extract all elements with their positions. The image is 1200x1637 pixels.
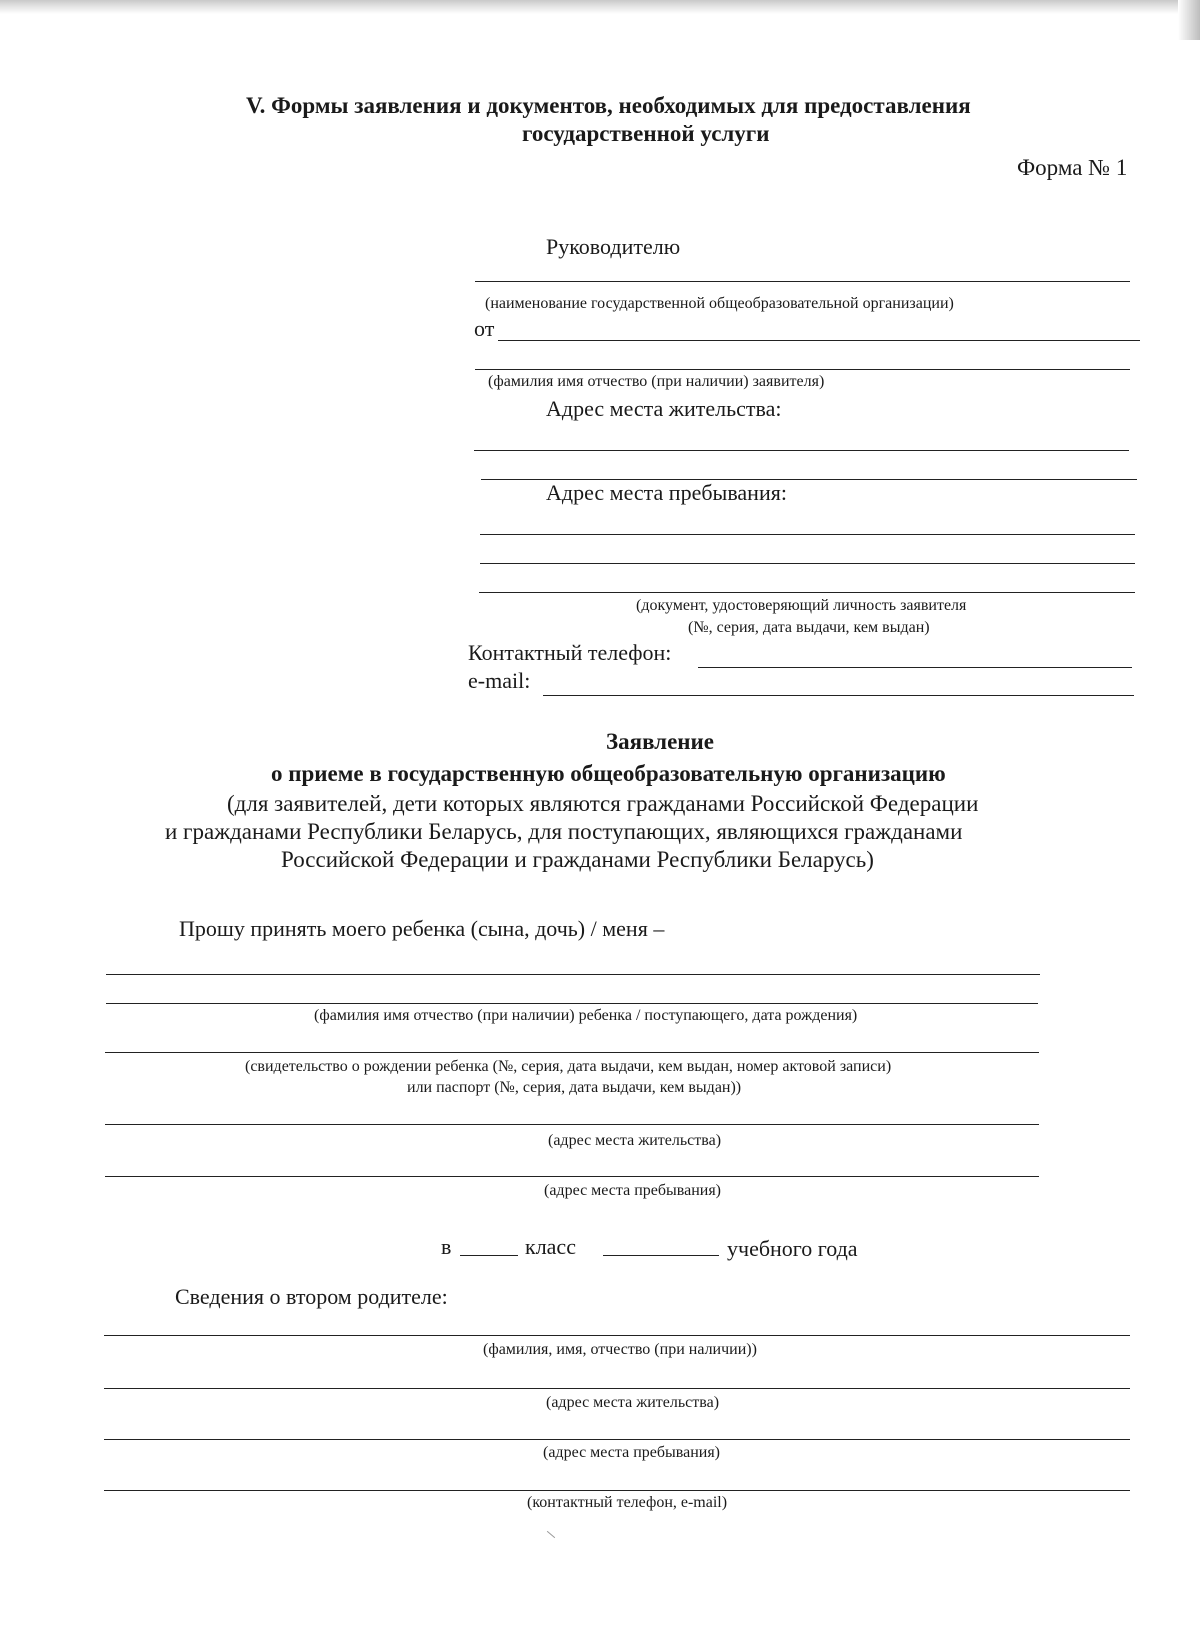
second-parent-label: Сведения о втором родителе: xyxy=(175,1284,448,1309)
org-name-caption: (наименование государственной общеобразовательной организации) xyxy=(485,295,954,312)
certificate-caption-line1: (свидетельство о рождении ребенка (№, серия, дата выдачи, кем выдан, номер актовой записи) xyxy=(245,1058,892,1075)
parent-contact-field[interactable] xyxy=(104,1490,1130,1491)
email-field[interactable] xyxy=(543,695,1134,696)
certificate-caption-line2: или паспорт (№, серия, дата выдачи, кем выдан)) xyxy=(407,1079,742,1096)
certificate-field[interactable] xyxy=(105,1052,1039,1053)
school-year-label: учебного года xyxy=(727,1236,858,1261)
phone-field[interactable] xyxy=(698,667,1132,668)
application-note-line2: и гражданами Республики Беларусь, для поступающих, являющихся гражданами xyxy=(165,819,963,844)
scan-corner-shadow xyxy=(1178,0,1200,40)
school-year-field[interactable] xyxy=(603,1255,719,1256)
id-document-field[interactable] xyxy=(479,592,1135,593)
scan-mark xyxy=(547,1531,555,1538)
residence-field-1[interactable] xyxy=(474,450,1129,451)
child-residence-caption: (адрес места жительства) xyxy=(548,1132,722,1149)
parent-name-caption: (фамилия, имя, отчество (при наличии)) xyxy=(483,1341,757,1358)
child-name-field-2[interactable] xyxy=(106,1003,1038,1004)
stay-field-2[interactable] xyxy=(480,563,1135,564)
section-title-line1: V. Формы заявления и документов, необходимых для предоставления xyxy=(246,93,971,118)
stay-field-1[interactable] xyxy=(480,534,1135,535)
addressee-label: Руководителю xyxy=(546,234,681,259)
application-title: Заявление xyxy=(605,729,715,754)
parent-contact-caption: (контактный телефон, e-mail) xyxy=(527,1494,728,1511)
id-caption-line2: (№, серия, дата выдачи, кем выдан) xyxy=(688,619,930,636)
stay-label: Адрес места пребывания: xyxy=(546,480,787,505)
from-label: от xyxy=(474,316,495,341)
parent-stay-field[interactable] xyxy=(104,1439,1130,1440)
child-residence-field[interactable] xyxy=(105,1124,1039,1125)
child-stay-field[interactable] xyxy=(105,1176,1039,1177)
application-subtitle: о приеме в государственную общеобразовательную организацию xyxy=(271,761,946,786)
parent-stay-caption: (адрес места пребывания) xyxy=(543,1444,720,1461)
applicant-name-caption: (фамилия имя отчество (при наличии) заявителя) xyxy=(488,373,825,390)
child-name-caption: (фамилия имя отчество (при наличии) ребенка / поступающего, дата рождения) xyxy=(314,1007,858,1024)
child-stay-caption: (адрес места пребывания) xyxy=(544,1182,721,1199)
class-label: класс xyxy=(525,1234,576,1259)
phone-label: Контактный телефон: xyxy=(468,640,672,665)
child-name-field-1[interactable] xyxy=(106,974,1040,975)
email-label: e-mail: xyxy=(468,668,531,693)
section-title-line2: государственной услуги xyxy=(522,121,770,146)
applicant-name-field-2[interactable] xyxy=(475,369,1130,370)
class-prefix: в xyxy=(441,1234,452,1259)
class-number-field[interactable] xyxy=(460,1255,518,1256)
parent-residence-caption: (адрес места жительства) xyxy=(546,1394,720,1411)
residence-label: Адрес места жительства: xyxy=(546,396,782,421)
parent-residence-field[interactable] xyxy=(104,1388,1130,1389)
request-text: Прошу принять моего ребенка (сына, дочь) / меня – xyxy=(179,916,665,941)
org-name-field[interactable] xyxy=(475,281,1130,282)
applicant-name-field[interactable] xyxy=(498,340,1140,341)
application-note-line3: Российской Федерации и гражданами Республики Беларусь) xyxy=(281,847,874,872)
scan-top-edge xyxy=(0,0,1200,14)
parent-name-field[interactable] xyxy=(104,1335,1130,1336)
id-caption-line1: (документ, удостоверяющий личность заявителя xyxy=(636,597,967,614)
application-note-line1: (для заявителей, дети которых являются гражданами Российской Федерации xyxy=(227,791,979,816)
form-number: Форма № 1 xyxy=(1017,155,1128,180)
